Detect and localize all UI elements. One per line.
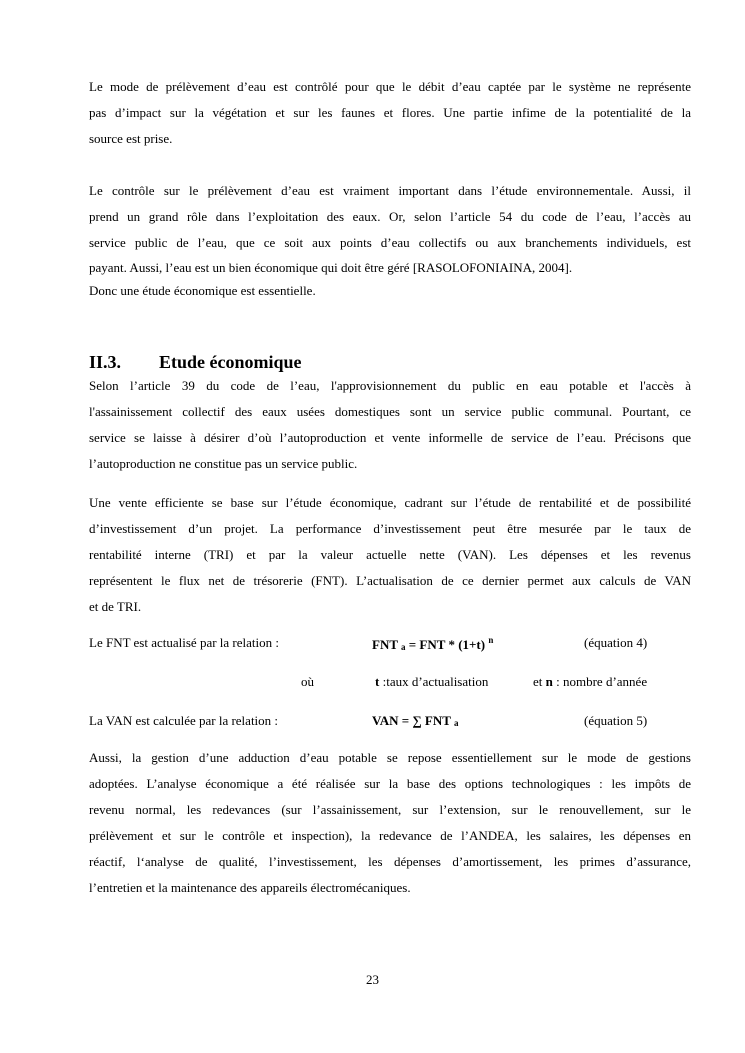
n-description: : nombre d’année (556, 674, 648, 689)
text-line: revenu normal, les redevances (sur l’assainissement, sur l’extension, sur le renouvellement, sur le (89, 802, 691, 817)
text-line: l’autoproduction ne constitue pas un service public. (89, 456, 358, 471)
text-line: Aussi, la gestion d’une adduction d’eau potable se repose essentiellement sur le mode de gestions (89, 750, 691, 765)
text-line: l’entretien et la maintenance des appareils électromécaniques. (89, 880, 411, 895)
t-definition (375, 674, 488, 690)
equation-4-formula (372, 635, 493, 653)
text-line: Le mode de prélèvement d’eau est contrôlé pour que le débit d’eau captée par le système ne représente (89, 79, 691, 94)
section-number: II.3. (89, 352, 122, 372)
text-line: rentabilité interne (TRI) et par la valeur actuelle nette (VAN). Les dépenses et les revenus (89, 547, 691, 562)
n-variable: n (545, 674, 553, 689)
equation-4-lhs: FNT (372, 637, 398, 652)
text-line: service se laisse à désirer d’où l’autoproduction et vente informelle de service de l’eau. Précisons que (89, 430, 691, 445)
text-line: réactif, l‘analyse de qualité, l’investissement, les dépenses d’amortissement, les primes d’assurance, (89, 854, 691, 869)
text-line: l'assainissement collectif des eaux usées domestiques sont un service public communal. Pourtant, ce (89, 404, 691, 419)
text-line: prélèvement et sur le contrôle et inspection), la redevance de l’ANDEA, les salaires, les dépenses en (89, 828, 691, 843)
text-line: Donc une étude économique est essentielle. (89, 283, 316, 298)
equation-4-rhs: = FNT * (1+t) (408, 637, 486, 652)
equation-variables-row (0, 674, 745, 694)
equation-4-superscript: n (488, 635, 494, 645)
text-line: service public de l’eau, que ce soit aux points d’eau collectifs ou aux branchements individuels, est (89, 235, 691, 250)
where-label: où (301, 674, 314, 689)
text-line: source est prise. (89, 131, 173, 146)
equation-4-label: Le FNT est actualisé par la relation : (89, 635, 279, 650)
n-definition (533, 674, 647, 690)
t-variable: t (375, 674, 380, 689)
paragraph-article-39 (89, 373, 691, 477)
equation-5-row (0, 713, 745, 733)
paragraph-economic-study (89, 490, 691, 620)
text-line: prend un grand rôle dans l’exploitation des eaux. Or, selon l’article 54 du code de l’eau, l’accès au (89, 209, 691, 224)
section-heading (89, 349, 302, 375)
paragraph-withdrawal-control (89, 178, 691, 302)
page-number: 23 (366, 972, 379, 987)
t-description: :taux d’actualisation (382, 674, 489, 689)
text-line: et de TRI. (89, 599, 142, 614)
equation-5-subscript: a (453, 718, 459, 728)
text-line: payant. Aussi, l’eau est un bien économique qui doit être géré [RASOLOFONIAINA, 2004]. (89, 260, 573, 275)
equation-4-row (0, 635, 745, 655)
paragraph-water-management (89, 745, 691, 901)
text-line: Une vente efficiente se base sur l’étude économique, cadrant sur l’étude de rentabilité et de possibilité (89, 495, 691, 510)
equation-5-formula (372, 713, 458, 729)
equation-5-ref: (équation 5) (584, 713, 648, 728)
text-line: représentent le flux net de trésorerie (FNT). L’actualisation de ce dernier permet aux calculs de VAN (89, 573, 691, 588)
section-title: Etude économique (159, 352, 302, 372)
equation-5-lhs: VAN = ∑ FNT (372, 713, 451, 728)
text-line: Selon l’article 39 du code de l’eau, l'approvisionnement du public en eau potable et l'accès à (89, 378, 691, 393)
text-line: adoptées. L’analyse économique a été réalisée sur la base des options technologiques : les impôts de (89, 776, 691, 791)
text-line: pas d’impact sur la végétation et sur les faunes et flores. Une partie infime de la potentialité de la (89, 105, 691, 120)
text-line: Le contrôle sur le prélèvement d’eau est vraiment important dans l’étude environnementale. Aussi, il (89, 183, 691, 198)
equation-5-label: La VAN est calculée par la relation : (89, 713, 279, 728)
text-line: d’investissement d’un projet. La performance d’investissement peut être mesurée par le taux de (89, 521, 691, 536)
equation-4-subscript: a (401, 642, 406, 652)
equation-4-ref: (équation 4) (584, 635, 648, 650)
and-label: et (533, 674, 543, 689)
paragraph-water-withdrawal (89, 74, 691, 152)
